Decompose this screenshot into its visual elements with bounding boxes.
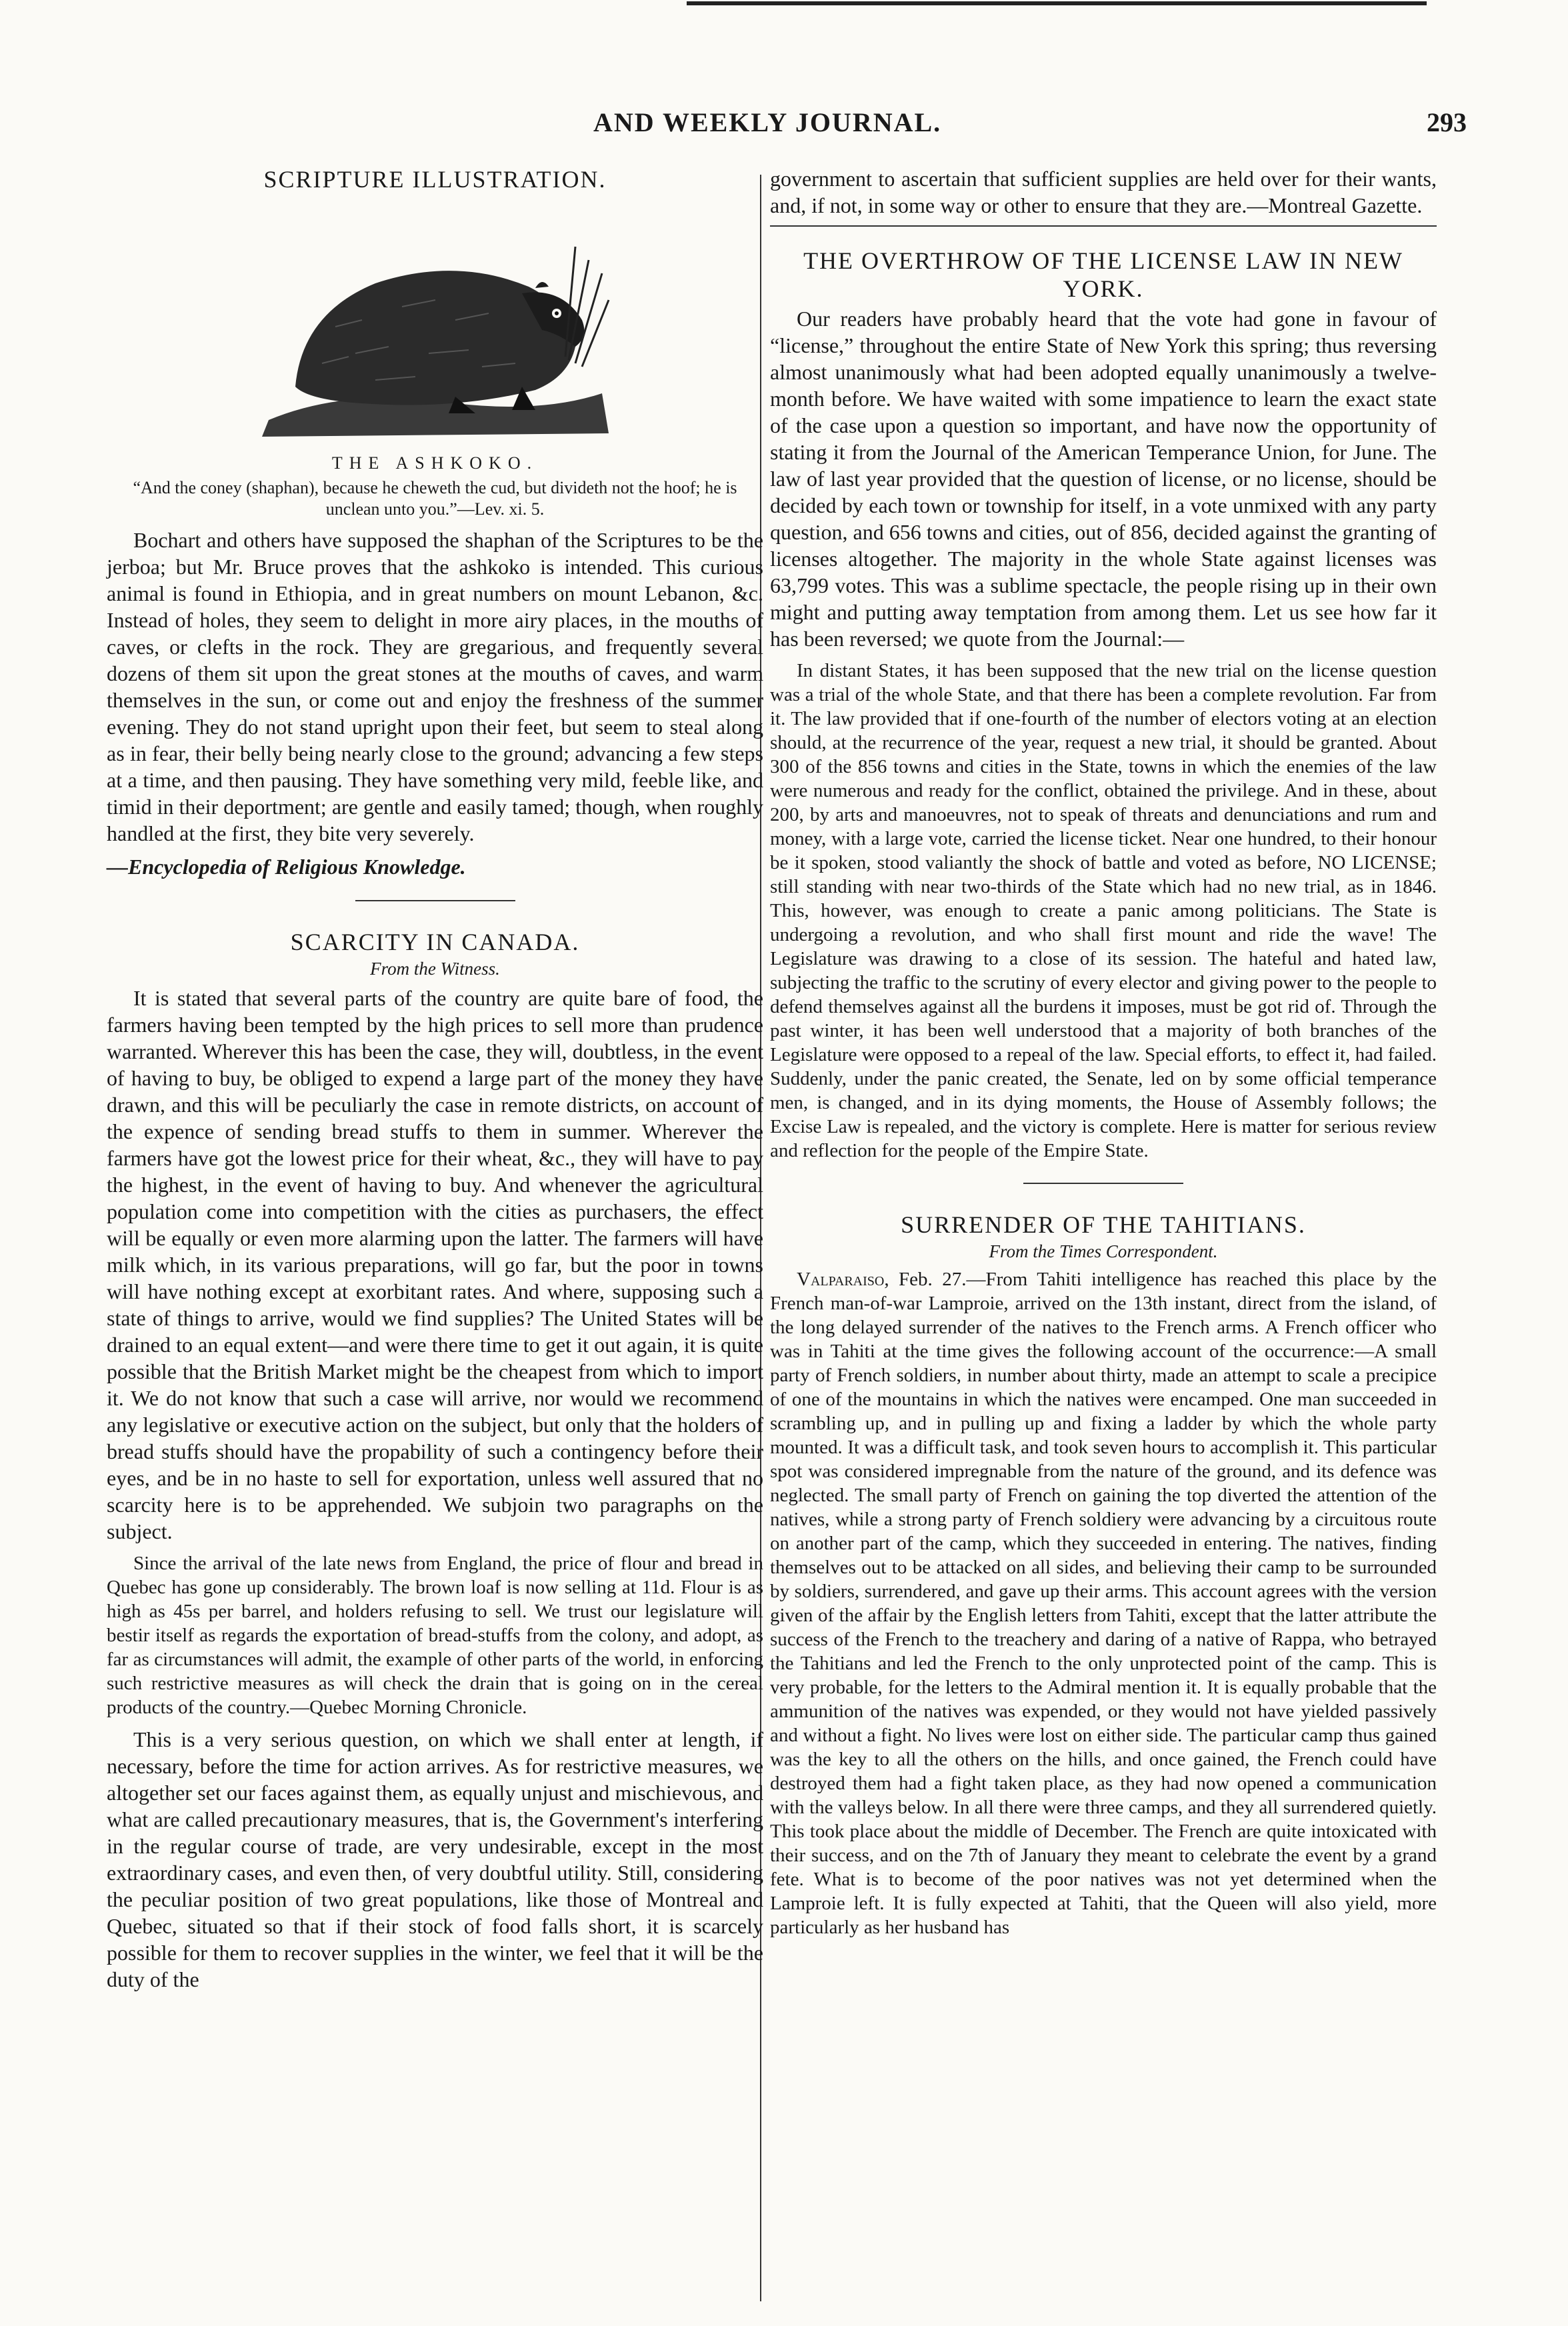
ashkoko-illustration [255,220,615,440]
scarcity-paragraph-1: It is stated that several parts of the country are quite bare of food, the farmers having been tempted by the high prices to sell more than prudence warranted. Wherever this has been the case, they will, doubtless, in the event of having to buy, be obliged to expend a large part of the money they have drawn, and this will be peculiarly the case in remote districts, on account of the expence of sending bread stuffs to them in summer. Wherever the farmers have got the lowest price for their wheat, &c., they will have to pay the highest, in the event of having to buy. And whenever the agricultural population come into competition with the cities as purchasers, the effect will be equally or even more alarming upon the latter. The farmers will have milk which, in its various preparations, will go far, but the poor in towns will have nothing except at exorbitant rates. And where, supposing such a state of things to arrive, would we find supplies? The United States will be drained to an equal extent—and were there time to get it out again, it is quite possible that the British Market might be the cheapest from which to import it. We do not know that such a case will arrive, nor would we recommend any legislative or executive action on the subject, but only that the holders of bread stuffs should have the propability of such a contingency before their eyes, and be in no haste to sell for exportation, unless well assured that no scarcity here is to be apprehended. We subjoin two paragraphs on the subject. [107,986,763,1543]
scarcity-paragraph-3: This is a very serious question, on which we shall enter at length, if necessary, before the time for action arrives. As for restrictive measures, we altogether set our faces against them, as equally unjust and mischievous, and what are called precautionary measures, that is, the Government's interfering in the regular course of trade, are very undesirable, except in the most extraordinary cases, and even then, of very doubtful utility. Still, considering the peculiar position of two great populations, like those of Montreal and Quebec, situated so that if their stock of food falls short, it is scarcely possible for them to recover supplies in the winter, we feel that it will be the duty of the [107,1727,763,1991]
tahitians-body [770,1267,1437,1939]
section-rule-full [770,225,1437,227]
illustration-caption: THE ASHKOKO. [331,453,539,473]
tahitians-text: , Feb. 27.—From Tahiti intelligence has reached this place by the French man-of-war Lamproie, arrived on the 13th instant, direct from the island, of the long delayed surrender of the natives to the French arms. A French officer who was in Tahiti at the time gives the following account of the occurrence:—A small party of French soldiers, in number about thirty, made an attempt to scale a precipice of one of the mountains in which the natives were encamped. One man succeeded in scrambling up, and in pulling up and fixing a ladder by which the whole party mounted. It was a difficult task, and took seven hours to accomplish it. This particular spot was considered impregnable from the nature of the ground, and its defence was neglected. The small party of French on gaining the top diverted the attention of the natives, while a strong party of French soldiery were advancing by a circuitous route on another part of the camp, which they succeeded in entering. The natives, finding themselves out to be attacked on all sides, and believing their camp to be surrounded by soldiers, surrendered, and gave up their arms. This account agrees with the version given of the affair by the English letters from Tahiti, except that the latter attribute the success of the French to the treachery and daring of a native of Rappa, who betrayed the Tahitians and led the French to the only unprotected point of the camp. This is very probable, for the letters to the Admiral mention it. It is equally probable that the ammunition of the natives was expended, or they would not have yielded passively and without a fight. No lives were lost on either side. The particular camp thus gained was the key to all the others on the hills, and once gained, the French could have destroyed them had a fight taken place, as they had now opened a communication with the valleys below. In all there were three camps, and they all surrendered quietly. This took place about the middle of December. The French are quite intoxicated with their success, and on the 7th of January they meant to celebrate the event by a grand fete. What is to become of the poor natives was not yet determined when the Lamproie left. It is fully expected at Tahiti, that the Queen will also yield, more particularly as her husband has [770,1269,1437,1938]
scripture-body: Bochart and others have supposed the shaphan of the Scriptures to be the jerboa; but Mr. Bruce proves that the ashkoko is intended. This curious animal is found in Ethiopia, and in great numbers on mount Lebanon, &c. Instead of holes, they seem to delight in more airy places, in the mouths of caves, or clefts in the rock. They are gregarious, and frequently several dozens of them sit upon the great stones at the mouths of caves, and warm themselves in the sun, or come out and enjoy the freshness of the summer evening. They do not stand upright upon their feet, but seem to steal along as in fear, their belly being nearly close to the ground; advancing a few steps at a time, and then pausing. They have something very mild, feeble like, and timid in their deportment; are gentle and easily tamed; though, when roughly handled at the first, they bite very severely. [107,528,763,845]
scarcity-paragraph-2: Since the arrival of the late news from England, the price of flour and bread in Quebec has gone up considerably. The brown loaf is now selling at 11d. Flour is as high as 45s per barrel, and holders refusing to sell. We trust our legislature will bestir itself as regards the exportation of bread-stuffs from the colony, and adopt, as far as circumstances will admit, the example of other parts of the world, in enforcing such restrictive measures as will check the drain that is going on in the cereal products of the country.—Quebec Morning Chronicle. [107,1553,763,1718]
tahitians-source: From the Times Correspondent. [989,1241,1218,1261]
scarcity-heading: SCARCITY IN CANADA. [290,929,580,955]
scripture-citation: —Encyclopedia of Religious Knowledge. [107,855,466,879]
gazette-continuation: government to ascertain that sufficient supplies are held over for their wants, and, if not, in some way or other to ensure that they are.—Montreal Gazette. [770,167,1437,217]
top-rule [687,1,1427,5]
license-heading: THE OVERTHROW OF THE LICENSE LAW IN NEW YORK. [803,247,1403,302]
scarcity-source: From the Witness. [370,959,500,979]
section-rule [1023,1183,1183,1184]
page-header [107,107,1467,147]
scripture-verse: “And the coney (shaphan), because he cheweth the cud, but divideth not the hoof; he is unclean unto you.”—Lev. xi. 5. [133,478,737,519]
license-paragraph-2: In distant States, it has been supposed that the new trial on the license question was a trial of the whole State, and that there has been a complete revolution. Far from it. The law provided that if one-fourth of the number of electors voting at an election should, at the recurrence of the year, request a new trial, it should be granted. About 300 of the 856 towns and cities in the State, towns in which the enemies of the law were numerous and ready for the conflict, obtained the privilege. And in these, about 200, by arts and manoeuvres, not to speak of threats and denunciations and rum and money, with a large vote, carried the license ticket. Near one hundred, to their honour be it spoken, stood valiantly the shock of battle and voted as before, NO LICENSE; still standing with near two-thirds of the State which had no new trial, as in 1846. This, however, was enough to create a panic among politicians. The State is undergoing a revolution, and who shall first mount and ride the wave! The Legislature was drawing to a close of its session. The hateful and hated law, subjecting the traffic to the scrutiny of every elector and giving power to the people to defend themselves against all the burdens it imposes, must be got rid of. Through the past winter, it has been well understood that a majority of both branches of the Legislature were opposed to a repeal of the law. Special efforts, to effect it, had failed. Suddenly, under the panic created, the Senate, led on by some official temperance men, is changed, and in its dying moments, the House of Assembly follows; the Excise Law is repealed, and the victory is complete. Here is matter for serious review and reflection for the people of the Empire State. [770,660,1437,1161]
tahitians-heading: SURRENDER OF THE TAHITIANS. [901,1211,1306,1238]
license-paragraph-1: Our readers have probably heard that the vote had gone in favour of “license,” throughout the entire State of New York this spring; thus reversing almost unanimously what had been adopted equally unanimously a twelve-month before. We have waited with some impatience to learn the exact state of the case upon a question so important, and have now the opportunity of stating it from the Journal of the American Temperance Union, for June. The law of last year provided that the question of license, or no license, should be decided by each town or township for itself, in a vote unmixed with any party question, and 656 towns and cities, out of 856, decided against the granting of licenses altogether. The majority in the whole State against licenses was 63,799 votes. This was a sublime spectacle, the people rising up in their own might and putting away temptation from among them. Let us see how far it has been reversed; we quote from the Journal:— [770,307,1437,651]
left-column [107,165,763,2309]
page-number: 293 [1427,107,1467,137]
scripture-heading: SCRIPTURE ILLUSTRATION. [263,166,607,193]
tahitians-dateline: Valparaiso [797,1269,885,1290]
right-column [770,165,1437,2309]
section-rule [355,900,515,901]
running-title: AND WEEKLY JOURNAL. [593,107,942,137]
